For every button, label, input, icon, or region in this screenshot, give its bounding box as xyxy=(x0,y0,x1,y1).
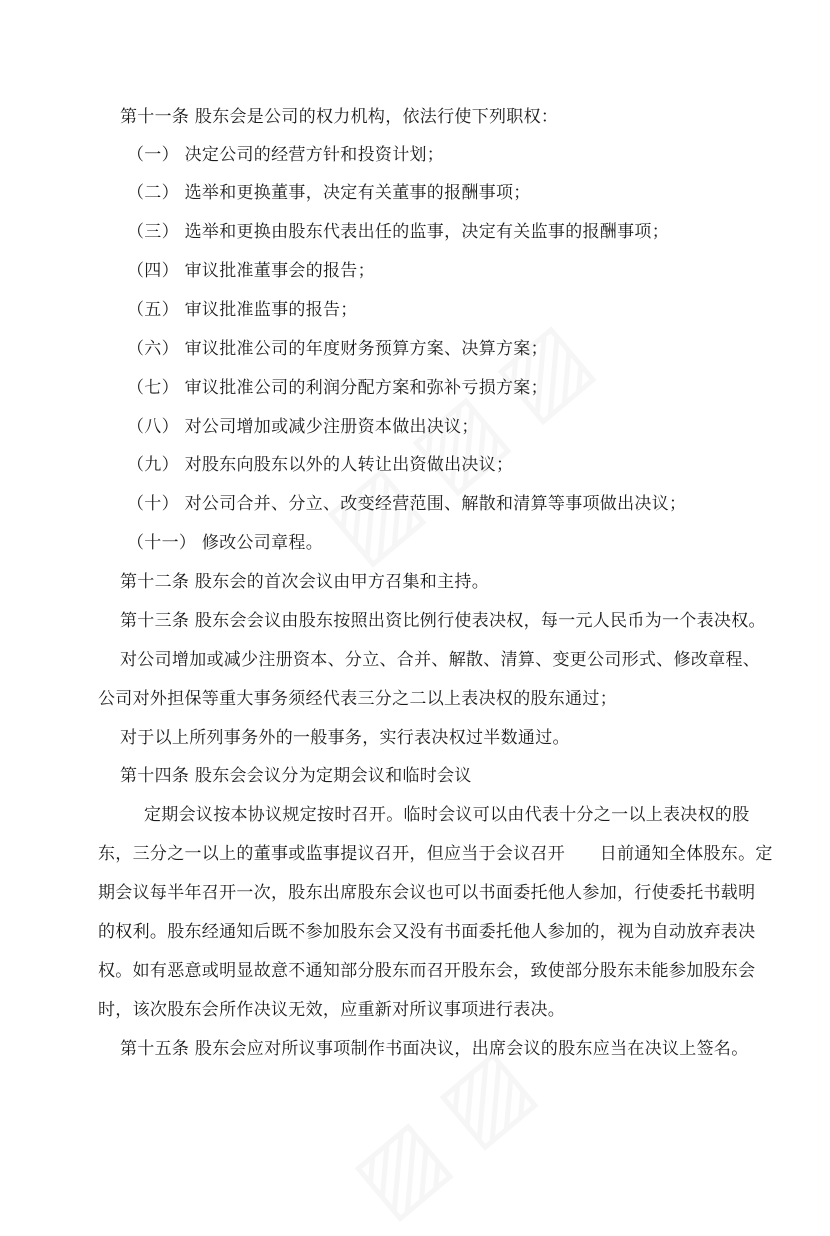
list-item-8: （八） 对公司增加或减少注册资本做出决议； xyxy=(127,417,479,437)
article-14-para-line-2: 东，三分之一以上的董事或监事提议召开，但应当于会议召开 日前通知全体股东。定 xyxy=(98,844,773,864)
list-item-2: （二） 选举和更换董事，决定有关董事的报酬事项； xyxy=(127,183,531,203)
article-13-para-1-cont: 公司对外担保等重大事务须经代表三分之二以上表决权的股东通过； xyxy=(98,689,617,709)
list-item-6: （六） 审议批准公司的年度财务预算方案、决算方案； xyxy=(127,339,548,359)
list-item-3: （三） 选举和更换由股东代表出任的监事，决定有关监事的报酬事项； xyxy=(127,222,670,242)
article-14: 第十四条 股东会会议分为定期会议和临时会议 xyxy=(120,766,472,786)
list-item-7: （七） 审议批准公司的利润分配方案和弥补亏损方案； xyxy=(127,378,548,398)
article-11-heading: 第十一条 股东会是公司的权力机构，依法行使下列职权： xyxy=(120,107,559,127)
list-item-11: （十一） 修改公司章程。 xyxy=(127,533,324,553)
article-14-para-line-3: 期会议每半年召开一次，股东出席股东会议也可以书面委托他人参加，行使委托书载明 xyxy=(98,883,756,903)
article-13: 第十三条 股东会会议由股东按照出资比例行使表决权，每一元人民币为一个表决权。 xyxy=(120,611,766,631)
list-item-9: （九） 对股东向股东以外的人转让出资做出决议； xyxy=(127,455,514,475)
article-14-para-line-4: 的权利。股东经通知后既不参加股东会又没有书面委托他人参加的，视为自动放弃表决 xyxy=(98,922,756,942)
list-item-4: （四） 审议批准董事会的报告； xyxy=(127,261,375,281)
article-13-para-2: 对于以上所列事务外的一般事务，实行表决权过半数通过。 xyxy=(120,728,570,748)
article-15: 第十五条 股东会应对所议事项制作书面决议，出席会议的股东应当在决议上签名。 xyxy=(120,1039,749,1059)
article-12: 第十二条 股东会的首次会议由甲方召集和主持。 xyxy=(120,572,490,592)
list-item-5: （五） 审议批准监事的报告； xyxy=(127,300,358,320)
article-14-para-line-6: 时，该次股东会所作决议无效，应重新对所议事项进行表决。 xyxy=(98,1000,566,1020)
article-14-para-line-5: 权。如有恶意或明显故意不通知部分股东而召开股东会，致使部分股东未能参加股东会 xyxy=(98,961,756,981)
article-13-para-1: 对公司增加或减少注册资本、分立、合并、解散、清算、变更公司形式、修改章程、 xyxy=(120,650,761,670)
article-14-para-line-1: 定期会议按本协议规定按时召开。临时会议可以由代表十分之一以上表决权的股 xyxy=(144,805,750,825)
list-item-10: （十） 对公司合并、分立、改变经营范围、解散和清算等事项做出决议； xyxy=(127,494,687,514)
list-item-1: （一） 决定公司的经营方针和投资计划； xyxy=(127,145,445,165)
